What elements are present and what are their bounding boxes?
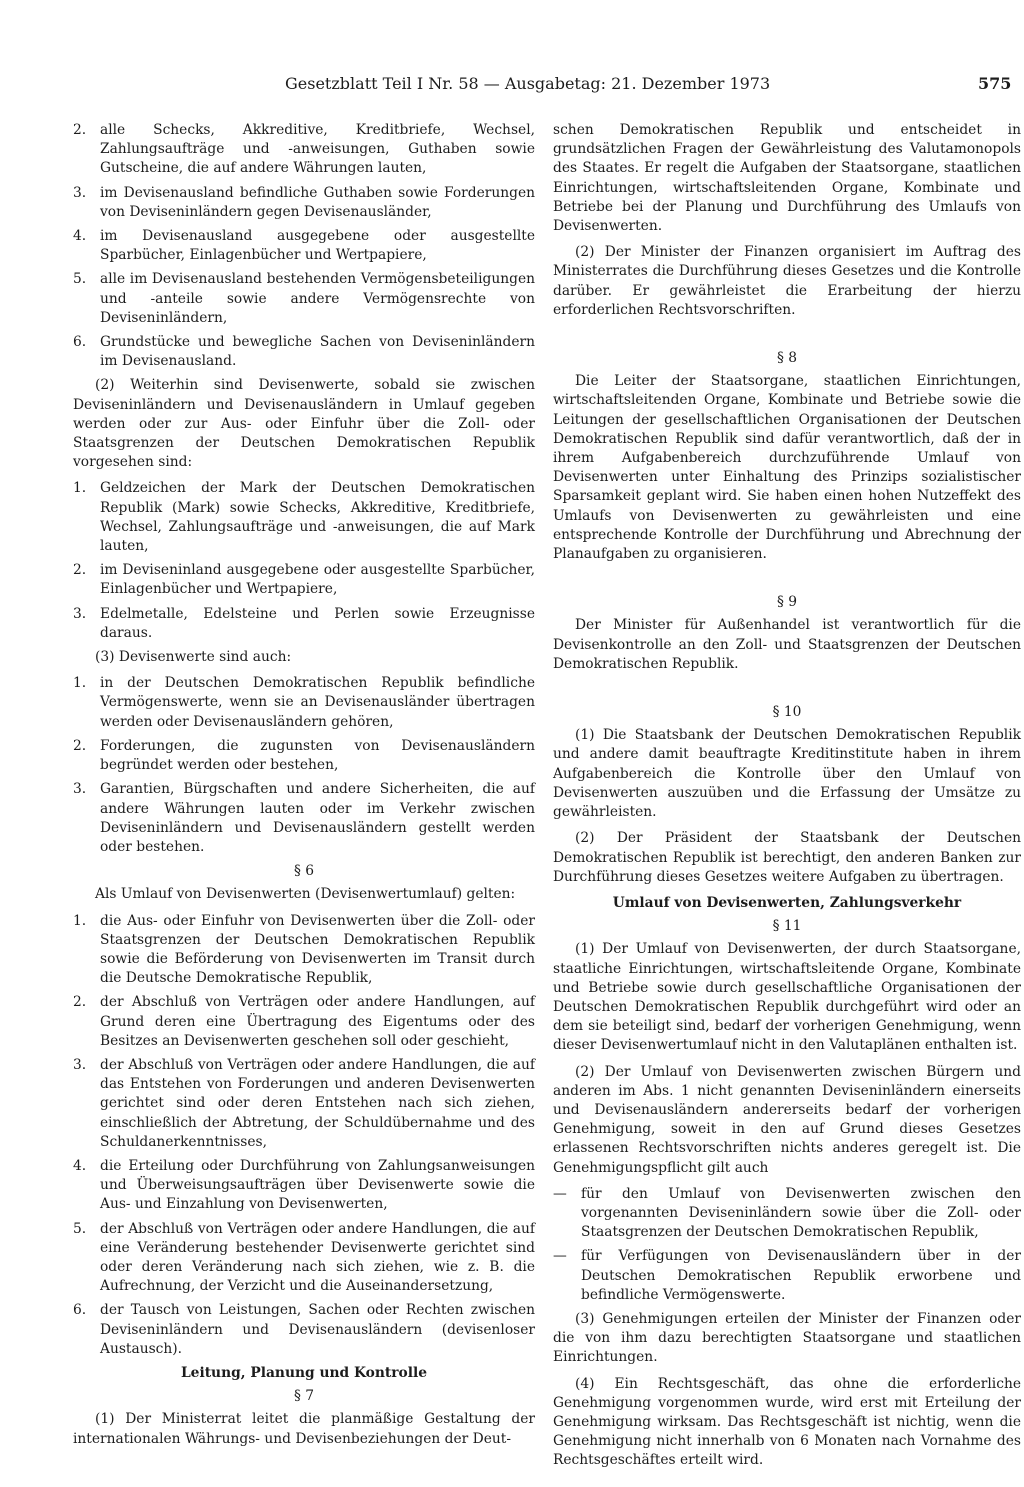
section-6-intro: Als Umlauf von Devisenwerten (Devisenwertumlauf) gelten:: [95, 886, 516, 903]
list-item-number: 1.: [73, 912, 87, 929]
list-item: [73, 674, 535, 732]
list-item-number: 2.: [73, 562, 87, 579]
section-7-paragraph-1-start: (1) Der Ministerrat leitet die planmäßige Gestaltung der internationalen Währungs- und Devisenbeziehungen der Deut-: [73, 1411, 535, 1447]
section-9-heading: § 9: [776, 594, 798, 611]
list-item-text: für den Umlauf von Devisenwerten zwischen den vorgenannten Deviseninländern sowie über die Zoll- oder Staatsgrenzen der Deutschen Demokratischen Republik,: [581, 1185, 1021, 1241]
list-item-number: 5.: [73, 271, 87, 288]
list-item: [73, 121, 535, 179]
list-item-number: 3.: [73, 781, 87, 798]
list-item: [73, 561, 535, 599]
list-item: [73, 227, 535, 265]
list-item-number: 1.: [73, 480, 87, 497]
list-item: [73, 1301, 535, 1359]
list-item-text: in der Deutschen Demokratischen Republik befindliche Vermögenswerte, wenn sie an Devisenausländer übertragen werden oder Devisenausländern gehören,: [100, 675, 535, 730]
section-10-heading: § 10: [772, 704, 802, 721]
list-item-text: der Abschluß von Verträgen oder andere Handlungen, auf Grund deren eine Übertragung des Eigentums oder des Besitzes an Devisenwerten geschehen soll oder geschieht,: [100, 994, 535, 1049]
list-item-text: im Deviseninland ausgegebene oder ausgestellte Sparbücher, Einlagenbücher und Wertpapiere,: [100, 562, 535, 598]
list-item: [73, 333, 535, 371]
list-item: [73, 1220, 535, 1297]
list-item: [73, 912, 535, 989]
left-column: [73, 121, 535, 1456]
section-11-paragraph-4: (4) Ein Rechtsgeschäft, das ohne die erforderliche Genehmigung vorgenommen wurde, wird erst mit Erteilung der Genehmigung wirksam. Das Rechtsgeschäft ist nichtig, wenn die Genehmigung nicht innerhalb von 6 Monaten nach Vornahme des Rechtsgeschäftes erteilt wird.: [553, 1375, 1021, 1469]
list-item-text: die Erteilung oder Durchführung von Zahlungsanweisungen und Überweisungsaufträgen über Devisenwerte sowie die Aus- und Einzahlung von Devisenwerten,: [100, 1157, 535, 1213]
list-item-text: Edelmetalle, Edelsteine und Perlen sowie Erzeugnisse daraus.: [100, 605, 535, 641]
paragraph-5-3: (3) Devisenwerte sind auch:: [95, 649, 292, 666]
list-item-text: Garantien, Bürgschaften und andere Sicherheiten, die auf andere Währungen lauten oder im Verkehr zwischen Deviseninländern und Devisenausländern gestellt werden oder bestehen.: [100, 781, 535, 855]
page-header-title: Gesetzblatt Teil I Nr. 58 — Ausgabetag: 21. Dezember 1973: [285, 74, 771, 93]
heading-leitung-planung-kontrolle: Leitung, Planung und Kontrolle: [180, 1364, 428, 1381]
section-8-heading: § 8: [776, 350, 798, 367]
list-genehmigungspflicht: [553, 1185, 1021, 1305]
right-column: [553, 121, 1021, 1478]
list-item-text: Grundstücke und bewegliche Sachen von Deviseninländern im Devisenausland.: [100, 334, 535, 370]
list-item-number: 2.: [73, 994, 87, 1011]
list-devisenwertumlauf: [73, 912, 535, 1359]
list-item-number: 2.: [73, 737, 87, 754]
list-devisenwerte-2: [73, 479, 535, 643]
list-item-number: 6.: [73, 334, 87, 351]
list-item: [73, 993, 535, 1051]
list-item: [73, 1157, 535, 1215]
section-10-paragraph-2: (2) Der Präsident der Staatsbank der Deutschen Demokratischen Republik ist berechtigt, den anderen Banken zur Durchführung dieses Gesetzes weitere Aufgaben zu übertragen.: [553, 830, 1021, 885]
list-item-number: —: [553, 1248, 567, 1265]
list-item-text: Forderungen, die zugunsten von Devisenausländern begründet werden oder bestehen,: [100, 737, 535, 774]
section-8-paragraph: Die Leiter der Staatsorgane, staatlichen Einrichtungen, wirtschaftsleitenden Organe, Kombinate und Betriebe sowie die Leitungen der gesellschaftlichen Organisationen der Deutschen Demokratischen Republik sind dafür verantwortlich, daß der in ihrem Aufgabenbereich durchzuführende Umlauf von Devisenwerten unter Einhaltung des Prinzips sozialistischer Sparsamkeit geplant wird. Sie haben einen hohen Nutzeffekt des Umlaufs von Devisenwerten zu gewährleisten und eine entsprechende Kontrolle der Durchführung und Abrechnung der Planaufgaben zu organisieren.: [553, 373, 1021, 563]
list-item-number: 5.: [73, 1220, 87, 1237]
list-item-text: alle Schecks, Akkreditive, Kreditbriefe, Wechsel, Zahlungsaufträge und -anweisungen, Guthaben sowie Gutscheine, die auf andere Währungen lauten,: [100, 122, 535, 177]
list-item-number: 1.: [73, 675, 87, 692]
list-item-number: 4.: [73, 1157, 87, 1174]
list-devisenwerte-1: [73, 121, 535, 371]
list-item: [553, 1247, 1021, 1305]
section-7-paragraph-1-continued: schen Demokratischen Republik und entscheidet in grundsätzlichen Fragen der Gewährleistung des Valutamonopols des Staates. Er regelt die Aufgaben der Staatsorgane, staatlichen Einrichtungen, wirtschaftsleitenden Organe, Kombinate und Betriebe bei der Planung und Durchführung des Umlaufs von Devisenwerten.: [553, 122, 1021, 235]
list-item-number: 3.: [73, 605, 87, 622]
list-item: [73, 479, 535, 556]
section-7-paragraph-2: (2) Der Minister der Finanzen organisiert im Auftrag des Ministerrates die Durchführung dieses Gesetzes und die Kontrolle darüber. Er gewährleistet die Erarbeitung der hierzu erforderlichen Rechtsvorschriften.: [553, 244, 1021, 318]
section-11-heading: § 11: [772, 918, 802, 935]
list-item: [73, 605, 535, 643]
list-item-text: der Abschluß von Verträgen oder andere Handlungen, die auf das Entstehen von Forderungen und anderen Devisenwerten gerichtet sind oder deren Entstehen nach sich ziehen, einschließlich der Abtretung, der Schuldübernahme und des Schuldanerkenntnisses,: [100, 1056, 535, 1150]
list-item: [553, 1185, 1021, 1243]
list-item-number: 6.: [73, 1302, 87, 1319]
list-item-number: 3.: [73, 184, 87, 201]
list-item-text: der Tausch von Leistungen, Sachen oder Rechten zwischen Deviseninländern und Devisenausländern (devisenloser Austausch).: [100, 1302, 535, 1357]
list-item-text: alle im Devisenausland bestehenden Vermögensbeteiligungen und -anteile sowie andere Vermögensrechte von Deviseninländern,: [100, 271, 535, 326]
section-6-heading: § 6: [293, 863, 315, 880]
list-item-text: die Aus- oder Einfuhr von Devisenwerten über die Zoll- oder Staatsgrenzen der Deutschen Demokratischen Republik sowie die Beförderung von Devisenwerten im Transit durch die Deutsche Demokratische Republik,: [100, 912, 535, 987]
list-devisenwerte-3: [73, 674, 535, 857]
paragraph-5-2: (2) Weiterhin sind Devisenwerte, sobald sie zwischen Deviseninländern und Devisenausländern in Umlauf gegeben werden oder zur Aus- oder Einfuhr über die Zoll- oder Staatsgrenzen der Deutschen Demokratischen Republik vorgesehen sind:: [73, 377, 535, 471]
list-item: [73, 184, 535, 222]
list-item-text: im Devisenausland ausgegebene oder ausgestellte Sparbücher, Einlagenbücher und Wertpapiere,: [100, 228, 535, 264]
list-item: [73, 780, 535, 857]
section-11-paragraph-1: (1) Der Umlauf von Devisenwerten, der durch Staatsorgane, staatliche Einrichtungen, wirtschaftsleitende Organe, Kombinate und Betriebe sowie durch gesellschaftliche Organisationen der Deutschen Demokratischen Republik durchgeführt wird oder an dem sie beteiligt sind, bedarf der vorherigen Genehmigung, wenn dieser Devisenwertumlauf nicht in den Valutaplänen enthalten ist.: [553, 941, 1021, 1054]
list-item: [73, 737, 535, 775]
list-item-text: im Devisenausland befindliche Guthaben sowie Forderungen von Deviseninländern gegen Devisenausländer,: [100, 184, 535, 220]
section-7-heading: § 7: [293, 1388, 315, 1405]
heading-umlauf-zahlungsverkehr: Umlauf von Devisenwerten, Zahlungsverkehr: [612, 894, 962, 911]
list-item-number: 2.: [73, 122, 87, 138]
list-item: [73, 270, 535, 328]
list-item-number: —: [553, 1185, 567, 1202]
list-item-text: Geldzeichen der Mark der Deutschen Demokratischen Republik (Mark) sowie Schecks, Akkreditive, Kreditbriefe, Wechsel, Zahlungsaufträge und -anweisungen, die auf Mark lauten,: [100, 480, 535, 555]
list-item-text: für Verfügungen von Devisenausländern über in der Deutschen Demokratischen Republik erworbene und befindliche Vermögenswerte.: [581, 1248, 1021, 1303]
section-10-paragraph-1: (1) Die Staatsbank der Deutschen Demokratischen Republik und andere damit beauftragte Kreditinstitute haben in ihrem Aufgabenbereich die Kontrolle über den Umlauf von Devisenwerten auszuüben und die Erfassung der Umsätze zu gewährleisten.: [553, 727, 1021, 821]
list-item: [73, 1056, 535, 1152]
section-9-paragraph: Der Minister für Außenhandel ist verantwortlich für die Devisenkontrolle an den Zoll- und Staatsgrenzen der Deutschen Demokratischen Republik.: [553, 617, 1021, 672]
list-item-number: 3.: [73, 1056, 87, 1073]
list-item-text: der Abschluß von Verträgen oder andere Handlungen, die auf eine Veränderung bestehender Devisenwerte gerichtet sind oder deren Veränderung nach sich ziehen, wie z. B. die Aufrechnung, der Verzicht und die Auseinandersetzung,: [100, 1220, 535, 1295]
section-11-paragraph-3: (3) Genehmigungen erteilen der Minister der Finanzen oder die von ihm dazu berechtigten Staatsorgane und staatlichen Einrichtungen.: [553, 1310, 1021, 1366]
list-item-number: 4.: [73, 228, 87, 245]
section-11-paragraph-2: (2) Der Umlauf von Devisenwerten zwischen Bürgern und anderen im Abs. 1 nicht genannten Deviseninländern einerseits und Devisenausländern andererseits bedarf der vorherigen Genehmigung, soweit in den auf Grund dieses Gesetzes erlassenen Rechtsvorschriften nichts anderes geregelt ist. Die Genehmigungspflicht gilt auch: [553, 1063, 1021, 1176]
page-number: 575: [978, 74, 1012, 93]
